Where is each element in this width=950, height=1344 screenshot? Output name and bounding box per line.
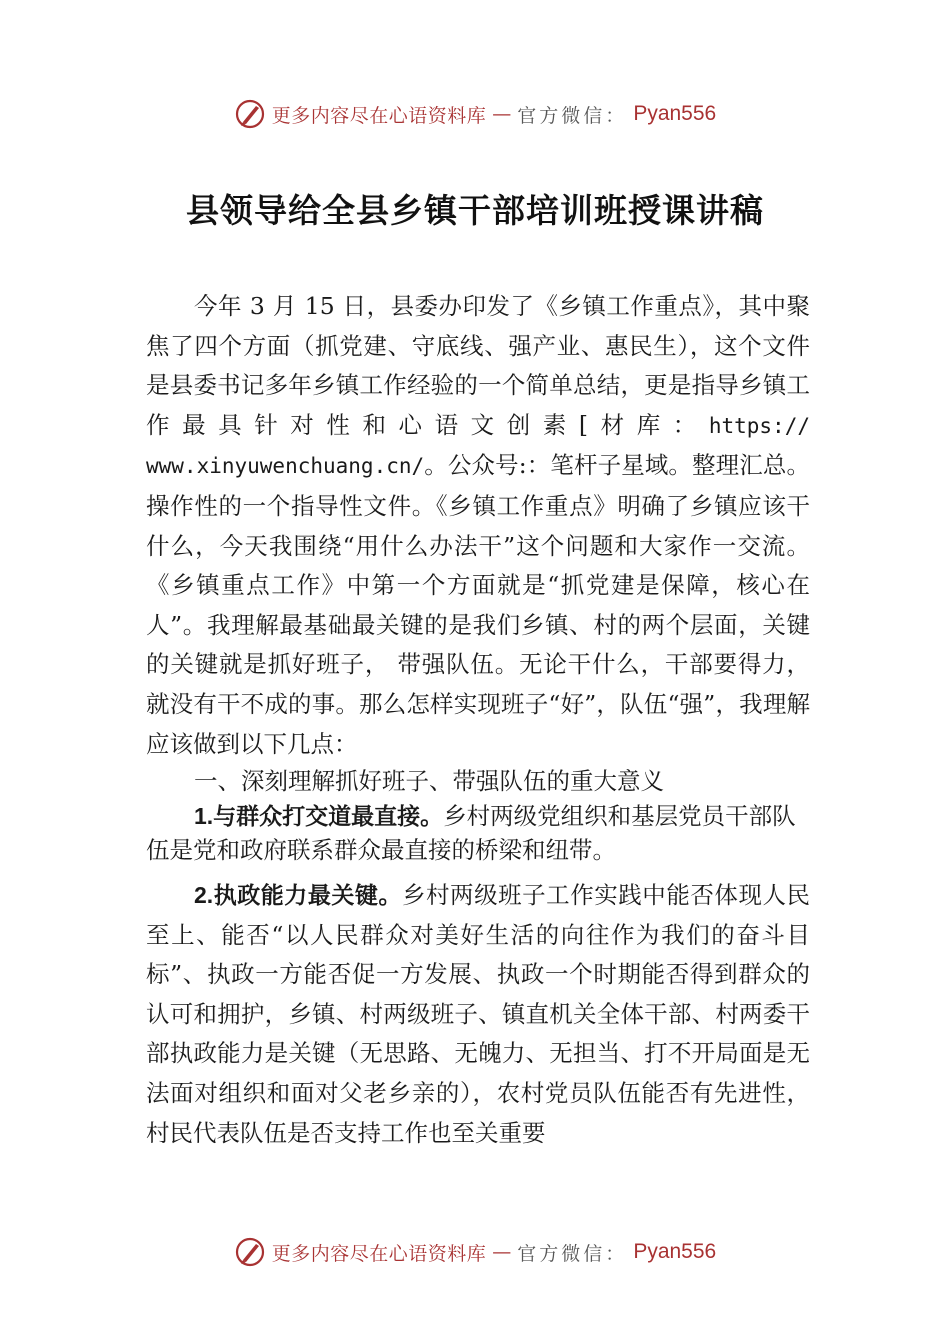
source-url: https:// www.xinyuwenchuang.cn/ <box>146 413 810 479</box>
banner-tagline: 更多内容尽在心语资料库 <box>271 104 487 127</box>
item-text: 乡村两级班子工作实践中能否体现人民至上、能否“以人民群众对美好生活的向往作为我们的奋斗目标”、执政一方能否促一方发展、执政一个时期能否得到群众的认可和拥护，乡镇、村两级班子、镇直机关全体干部、村两委干部执政能力是关键（无思路、无魄力、无担当、打不开局面是无法面对组织和面对父老乡亲的），农村党员队伍能否有先进性，村民代表队伍是否支持工作也至关重要 <box>146 881 811 1147</box>
banner-separator: — <box>492 1241 512 1263</box>
footer-banner <box>0 1232 950 1272</box>
item-lead: 2.执政能力最关键。 <box>194 882 402 908</box>
intro-paragraph <box>146 287 810 764</box>
banner-separator: — <box>492 103 512 125</box>
banner-wechat-label: 官方微信： <box>517 104 628 127</box>
writing-brush-icon <box>234 1236 266 1268</box>
section-heading: 一、深刻理解抓好班子、带强队伍的重大意义 <box>194 767 664 795</box>
banner-tagline: 更多内容尽在心语资料库 <box>271 1242 487 1265</box>
item-lead: 1.与群众打交道最直接。 <box>194 803 444 829</box>
banner-wechat-label: 官方微信： <box>517 1242 628 1265</box>
header-banner <box>0 94 950 134</box>
writing-brush-icon <box>234 98 266 130</box>
intro-text-part2: 。公众号:：笔杆子星域。整理汇总。操作性的一个指导性文件。《乡镇工作重点》明确了乡镇应该干什么，今天我围绕“用什么办法干”这个问题和大家作一交流。《乡镇重点工作》中第一个方面就是“抓党建是保障，核心在人”。我理解最基础最关键的是我们乡镇、村的两个层面，关键的关键就是抓好班子， 带强队伍。无论干什么，干部要得力，就没有干不成的事。那么怎样实现班子“好”，队伍“强”，我理解应该做到以下几点： <box>146 451 810 758</box>
list-item <box>146 876 810 1153</box>
list-item <box>146 799 810 867</box>
intro-text-part1: 今年 3 月 15 日，县委办印发了《乡镇工作重点》，其中聚焦了四个方面（抓党建、守底线、强产业、惠民生），这个文件是县委书记多年乡镇工作经验的一个简单总结，更是指导乡镇工作最具针对性和心语文创素[材库： <box>146 292 810 439</box>
item-text: 乡村两级党组织和基层党员干部队伍是党和政府联系群众最直接的桥梁和纽带。 <box>146 802 796 864</box>
banner-wechat-id: Pyan556 <box>633 102 717 125</box>
document-title: 县领导给全县乡镇干部培训班授课讲稿 <box>186 191 764 230</box>
banner-wechat-id: Pyan556 <box>633 1240 717 1263</box>
